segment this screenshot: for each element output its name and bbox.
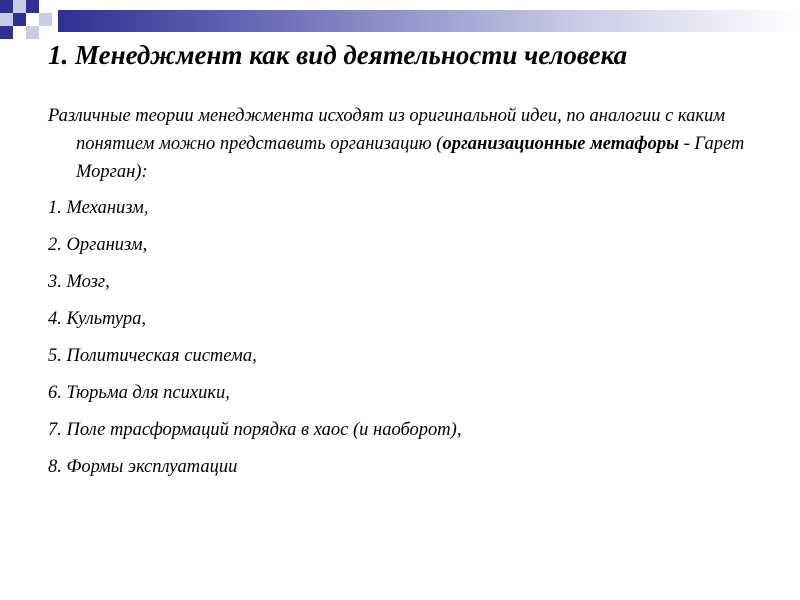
decor-square — [0, 0, 13, 13]
intro-text-end: - Гарет Морган): — [76, 134, 745, 182]
list-item: 7. Поле трасформаций порядка в хаос (и наоборот), — [48, 420, 462, 440]
intro-emphasis: организационные метафоры — [442, 134, 679, 154]
list-item: 3. Мозг, — [48, 272, 110, 292]
decor-square — [26, 0, 39, 13]
decor-square — [13, 0, 26, 13]
header-gradient-band — [58, 10, 800, 32]
list-item: 8. Формы эксплуатации — [48, 457, 238, 477]
intro-text: Различные теории менеджмента исходят из оригинальной идеи, по аналогии с каким понятием можно представить организацию ( — [48, 106, 726, 154]
decor-square — [39, 13, 52, 26]
list-item: 4. Культура, — [48, 309, 146, 329]
decor-square — [0, 26, 13, 39]
list-item: 5. Политическая система, — [48, 346, 257, 366]
list-item: 6. Тюрьма для психики, — [48, 383, 230, 403]
intro-paragraph — [48, 102, 748, 186]
slide-content — [48, 102, 748, 490]
decor-square — [13, 13, 26, 26]
list-item: 1. Механизм, — [48, 198, 149, 218]
slide-title: 1. Менеджмент как вид деятельности человека — [48, 40, 628, 70]
list-item: 2. Организм, — [48, 235, 148, 255]
decor-square — [0, 13, 13, 26]
metaphor-list — [48, 194, 748, 490]
decor-square — [26, 26, 39, 39]
